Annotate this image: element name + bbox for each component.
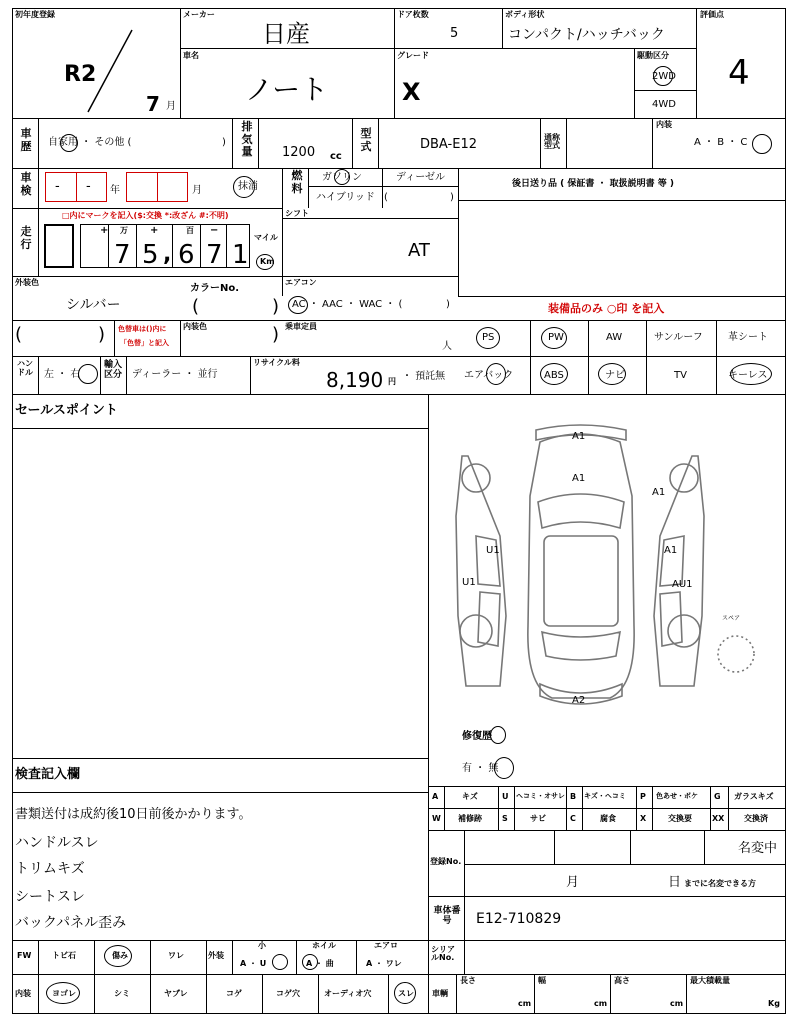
displacement-label: 排気量 — [241, 120, 253, 159]
fuel-diesel: ディーゼル — [396, 172, 445, 183]
color-note-1: 色替車は()内に — [118, 325, 167, 333]
interior-wear-circle — [394, 982, 416, 1004]
history-value: 自家用 ・ その他 ( — [48, 137, 132, 148]
color-label: 外装色 — [15, 278, 39, 287]
equip-abs-circle — [540, 363, 568, 385]
recycle-value: 8,190 — [326, 368, 384, 392]
width-label: 幅 — [538, 976, 546, 985]
interior-item: ヤブレ — [164, 989, 188, 998]
registration-deadline: までに名変できる方 — [684, 879, 756, 888]
history-close: ) — [222, 137, 226, 148]
interior-item: スレ — [398, 989, 414, 998]
shift-label: シフト — [285, 209, 309, 218]
exterior-label: 外装 — [208, 951, 224, 960]
height-label: 高さ — [614, 976, 630, 985]
color-code-open: ( — [192, 296, 200, 317]
legend-code: B — [570, 792, 577, 801]
equip-ps: PS — [482, 332, 495, 343]
damage-label: A1 — [572, 473, 586, 484]
shift-value: AT — [408, 240, 430, 261]
body-label: ボディ形状 — [505, 10, 545, 19]
mileage-note: □内にマークを記入($:交換 *:改ざん #:不明) — [62, 211, 229, 220]
damage-label: A1 — [664, 545, 678, 556]
equip-ps-circle — [476, 327, 500, 349]
items-title: 後日送り品 ( 保証書 ・ 取扱説明書 等 ) — [512, 179, 675, 189]
legend-code: A — [432, 792, 439, 801]
drive-label: 駆動区分 — [637, 51, 669, 60]
damage-label: AU1 — [672, 579, 693, 590]
fw-item: ワレ — [168, 951, 184, 960]
remarks-title: 検査記入欄 — [15, 767, 81, 782]
serial-label: シリアルNo. — [431, 945, 455, 962]
equip-keyless-circle — [730, 363, 772, 385]
interior-stain-circle — [46, 982, 80, 1004]
interior-label: 内装 — [656, 120, 672, 129]
width-unit: cm — [594, 999, 608, 1008]
legend-text: 色あせ・ボケ — [656, 792, 698, 800]
remarks-line: 書類送付は成約後10日前後かかります。 — [15, 807, 252, 822]
legend-code: X — [640, 814, 647, 823]
equip-airbag: エアバック — [464, 370, 514, 381]
small-label: 小 — [258, 941, 266, 950]
close-paren: ) — [98, 324, 106, 345]
damage-label: U1 — [462, 577, 476, 588]
common-type-label: 通称型式 — [544, 133, 560, 150]
registration-label: 登録No. — [430, 857, 462, 866]
equip-pw-circle — [541, 327, 567, 349]
equip-abs: ABS — [544, 370, 564, 381]
equip-sunroof: サンルーフ — [654, 332, 703, 343]
name-change: 名変中 — [738, 841, 778, 856]
color-value: シルバー — [66, 297, 121, 313]
wheel-label: ホイル — [312, 941, 336, 950]
body-value: コンパクト/ハッチバック — [508, 27, 665, 43]
first-reg-era: R2 — [64, 62, 97, 87]
import-value: ディーラー ・ 並行 — [132, 369, 218, 380]
fuel-hybrid-close: ) — [450, 192, 454, 203]
mileage-km: Km — [260, 257, 275, 266]
remarks-line: シートスレ — [15, 889, 85, 905]
damage-label: U1 — [486, 545, 500, 556]
inspection-month-unit: 月 — [192, 185, 202, 196]
legend-text: 補修跡 — [458, 814, 482, 823]
recycle-deposit: ・ 預託無 — [402, 371, 446, 382]
inspection-none: 抹消 — [238, 181, 258, 192]
remarks-line: トリムキズ — [15, 861, 85, 877]
ac-circle — [288, 296, 308, 314]
first-reg-label: 初年度登録 — [15, 10, 55, 19]
close-paren-2: ) — [272, 324, 280, 345]
remarks-line: ハンドルスレ — [15, 835, 99, 851]
inspection-none-circle — [233, 176, 255, 198]
drive-2wd: 2WD — [652, 71, 676, 82]
equip-leather: 革シート — [728, 332, 768, 343]
recycle-yen: 円 — [388, 377, 396, 386]
mileage-km-circle — [256, 254, 274, 270]
capacity-label: 乗車定員 — [285, 322, 317, 331]
equip-aw: AW — [606, 332, 623, 343]
fuel-hybrid-open: ( — [384, 192, 388, 203]
ac-options: AC ・ AAC ・ WAC ・ ( — [292, 299, 403, 310]
wheel-options: A ・ 曲 — [306, 959, 334, 968]
interior-item: コゲ — [226, 989, 242, 998]
mileage-plus2: + — [150, 225, 159, 236]
model-label: 車名 — [183, 51, 199, 60]
length-unit: cm — [518, 999, 532, 1008]
legend-text: サビ — [530, 814, 546, 823]
handle-right-circle — [78, 364, 98, 384]
dimensions-label: 車輌 — [432, 989, 448, 998]
mileage-digit: 1 — [232, 240, 249, 270]
interior-item: ヨゴレ — [52, 989, 76, 998]
wheel-a-circle — [302, 954, 318, 970]
remarks-line: バックパネル歪み — [15, 915, 127, 931]
interior-grades: A ・ B ・ C — [694, 137, 748, 148]
repair-label: 修復歴 — [462, 731, 492, 742]
sales-label: セールスポイント — [15, 403, 118, 418]
legend-text: キズ・ヘコミ — [584, 792, 626, 800]
legend-code: C — [570, 814, 576, 823]
fw-damage-circle — [104, 945, 132, 967]
legend-code: U — [502, 792, 509, 801]
interior-item: オーディオ穴 — [324, 989, 372, 998]
ac-label: エアコン — [285, 278, 317, 287]
doors-value: 5 — [450, 26, 459, 41]
fw-label: FW — [17, 951, 32, 960]
interior-row-label: 内装 — [15, 989, 31, 998]
fuel-gasoline: ガソリン — [322, 172, 362, 183]
inspection-dash1: - — [55, 179, 60, 194]
capacity-unit: 人 — [442, 341, 452, 352]
type-value: DBA-E12 — [420, 137, 477, 152]
legend-code: W — [432, 814, 441, 823]
score-value: 4 — [728, 53, 750, 93]
damage-label: A1 — [652, 487, 666, 498]
damage-label: A1 — [572, 431, 586, 442]
doors-label: ドア枚数 — [397, 10, 429, 19]
equipment-title: 装備品のみ ○印 を記入 — [548, 302, 665, 315]
color-note-2: 「色替」と記入 — [120, 339, 169, 347]
grade-label: グレード — [397, 51, 429, 60]
history-label: 車歴 — [20, 127, 32, 153]
fw-item: 傷み — [112, 951, 128, 960]
legend-text: キズ — [462, 792, 478, 801]
color-code-close: ) — [272, 296, 280, 317]
legend-code: S — [502, 814, 508, 823]
grade-value: X — [402, 78, 421, 106]
mileage-plus1: + — [100, 225, 109, 236]
mileage-digit: 5 — [142, 240, 159, 270]
ac-close: ) — [446, 299, 450, 310]
mileage-label: 走行 — [20, 225, 32, 251]
maker-value: 日産 — [262, 20, 310, 48]
color-code-label: カラーNo. — [190, 283, 240, 294]
score-label: 評価点 — [700, 10, 724, 19]
slash-mark — [80, 26, 140, 116]
mileage-mile: マイル — [254, 233, 278, 242]
fuel-label: 燃料 — [291, 169, 303, 195]
cc-unit: cc — [330, 151, 342, 162]
inspection-year-unit: 年 — [110, 185, 120, 196]
handle-value: 左 ・ 右 — [44, 369, 81, 380]
equip-keyless: キーレス — [728, 370, 768, 381]
equip-tv: TV — [674, 370, 687, 381]
type-label: 型式 — [360, 127, 372, 153]
drive-2wd-circle — [653, 66, 673, 86]
load-unit: Kg — [768, 999, 780, 1008]
legend-code: P — [640, 792, 646, 801]
repair-value: 有 ・ 無 — [462, 763, 499, 774]
legend-code: XX — [712, 814, 725, 823]
car-damage-diagram — [440, 416, 770, 726]
inspection-label: 車検 — [20, 171, 32, 197]
mileage-digit: 7 — [206, 240, 223, 270]
fuel-hybrid: ハイブリッド — [316, 192, 375, 203]
fw-item: トビ石 — [52, 951, 76, 960]
interior-c-circle — [752, 134, 772, 154]
equip-airbag-circle — [486, 363, 506, 385]
first-reg-month: 7 — [146, 92, 160, 116]
damage-label: A2 — [572, 695, 586, 706]
interior-item: シミ — [114, 989, 130, 998]
repair-mark — [490, 726, 506, 744]
legend-text: 腐食 — [600, 814, 616, 823]
fuel-gasoline-circle — [334, 169, 350, 185]
open-paren: ( — [15, 324, 23, 345]
interior-color-label: 内装色 — [183, 322, 207, 331]
mileage-digit: 7 — [114, 240, 131, 270]
equip-navi: ナビ — [605, 370, 625, 381]
month-unit: 月 — [166, 101, 176, 112]
small-options: A ・ U — [240, 959, 267, 968]
maker-label: メーカー — [183, 10, 215, 19]
mileage-unit-100: 百 — [186, 226, 194, 235]
interior-item: コゲ穴 — [276, 989, 300, 998]
aero-label: エアロ — [374, 941, 398, 950]
mileage-comma: , — [163, 242, 172, 267]
equip-navi-circle — [598, 363, 626, 385]
legend-code: G — [714, 792, 721, 801]
mileage-unit-10k: 万 — [120, 226, 128, 235]
spare-label: スペア — [722, 615, 741, 622]
mileage-minus1: − — [210, 225, 219, 236]
displacement-value: 1200 — [282, 145, 316, 160]
drive-4wd: 4WD — [652, 99, 676, 110]
legend-text: 交換要 — [668, 814, 692, 823]
legend-text: ヘコミ・オサレ — [516, 792, 565, 800]
registration-day: 日 — [668, 875, 682, 890]
equip-pw: PW — [548, 332, 564, 343]
legend-text: 交換済 — [744, 814, 768, 823]
small-u-circle — [272, 954, 288, 970]
vehicle-no-value: E12-710829 — [476, 911, 562, 927]
repair-none-circle — [494, 757, 514, 779]
mileage-digit: 6 — [178, 240, 195, 270]
inspection-dash2: - — [86, 179, 91, 194]
height-unit: cm — [670, 999, 684, 1008]
import-label: 輸入区分 — [103, 360, 122, 381]
load-label: 最大積載量 — [690, 976, 730, 985]
registration-month: 月 — [566, 875, 580, 890]
recycle-label: リサイクル料 — [253, 358, 300, 367]
handle-label: ハンドル — [17, 359, 33, 378]
model-value: ノート — [245, 73, 329, 106]
aero-options: A ・ ワレ — [366, 959, 402, 968]
mileage-mark-box — [44, 224, 74, 268]
legend-text: ガラスキズ — [734, 792, 774, 801]
vehicle-no-label: 車体番号 — [433, 906, 461, 927]
length-label: 長さ — [460, 976, 476, 985]
history-private-circle — [60, 134, 78, 152]
